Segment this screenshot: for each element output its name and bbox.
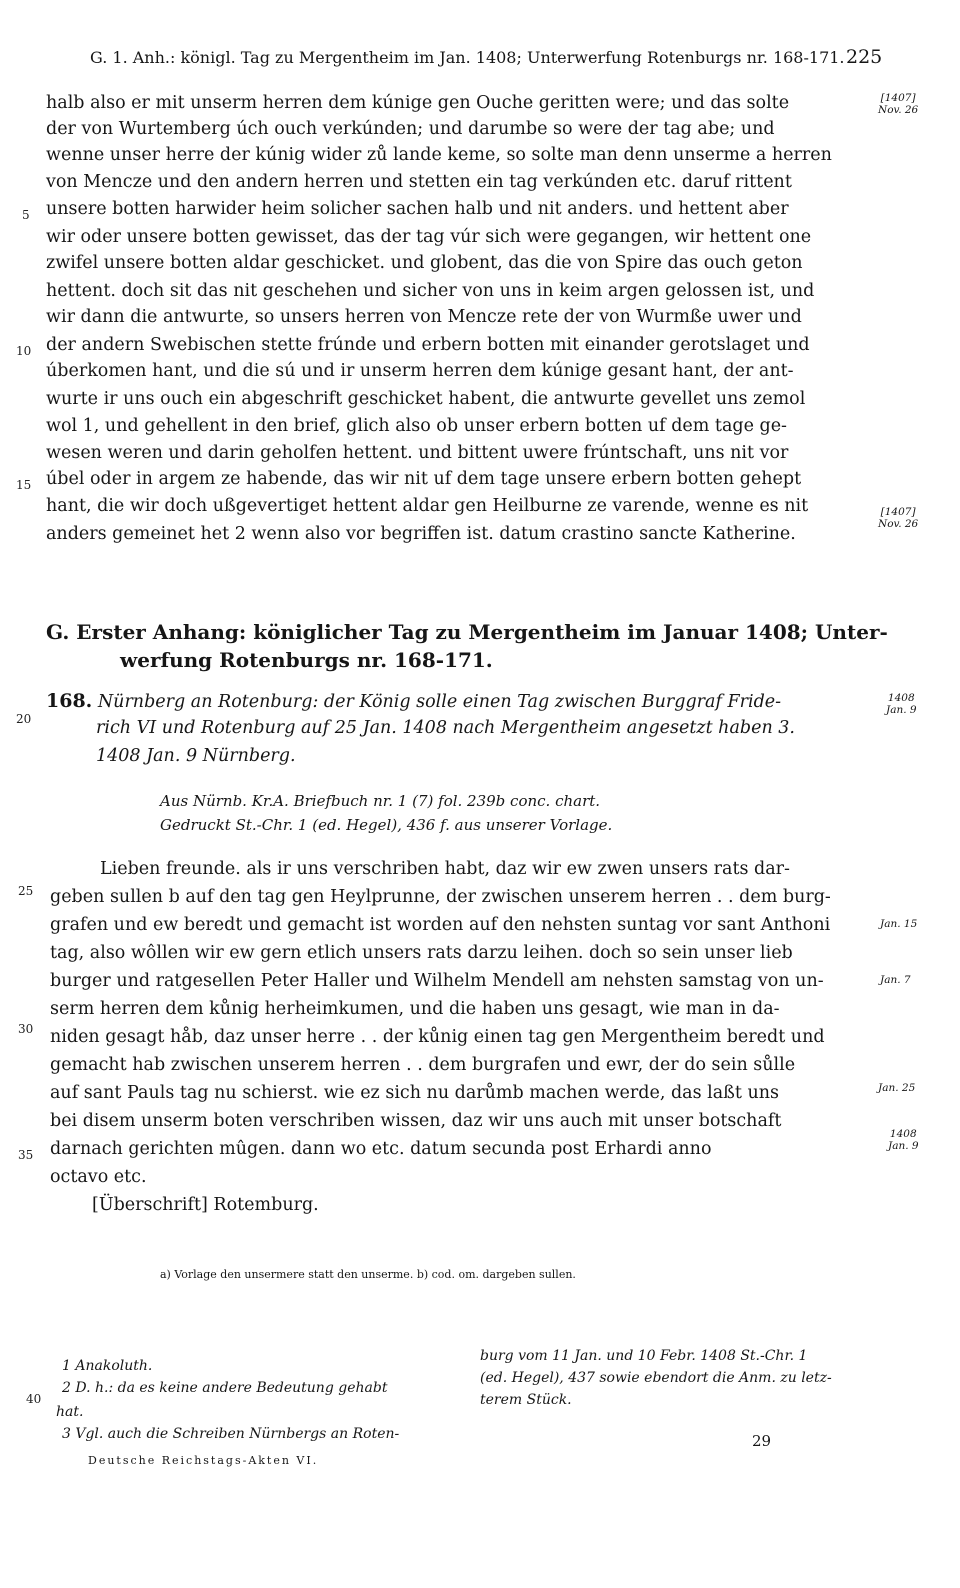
text-line: auf sant Pauls tag nu schierst. wie ez sich nu darůmb machen werde, das laßt uns <box>50 1083 779 1103</box>
text-line: niden gesagt håb, daz unser herre . . der kůnig einen tag gen Mergentheim beredt und <box>50 1027 825 1047</box>
variant-notes: a) Vorlage den unsermere statt den unserme. b) cod. om. dargeben sullen. <box>160 1268 576 1281</box>
line-number: 20 <box>16 712 32 726</box>
line-number: 10 <box>16 344 32 358</box>
margin-year: 1408 <box>889 1128 917 1140</box>
text-line: zwifel unsere botten aldar geschicket. und globent, das die von Spire das ouch geton <box>46 253 803 273</box>
margin-year: 1408 <box>887 692 915 704</box>
text-line: gemacht hab zwischen unserem herren . . dem burgrafen und ewr, der do sein sůlle <box>50 1055 796 1075</box>
text-line: Lieben freunde. als ir uns verschriben habt, daz wir ew zwen unsers rats dar- <box>100 859 790 879</box>
text-line: hettent. doch sit das nit geschehen und sicher von uns in keim argen gelossen ist, und <box>46 281 815 301</box>
margin-date <box>888 1128 919 1152</box>
text-line: wir dann die antwurte, so unsers herren von Mencze rete der von Wurmße uwer und <box>46 307 802 327</box>
section-title: G. Erster Anhang: königlicher Tag zu Mergentheim im Januar 1408; Unter- <box>46 620 888 644</box>
line-number: 30 <box>18 1022 34 1036</box>
margin-day: Jan. 9 <box>888 1140 919 1152</box>
text-line: úberkomen hant, und die sú und ir unserm herren dem kúnige gesant hant, der ant- <box>46 361 794 381</box>
address-line: [Überschrift] Rotemburg. <box>92 1195 319 1215</box>
printer-signature: Deutsche Reichstags-Akten VI. <box>88 1454 319 1467</box>
footnote: 3 Vgl. auch die Schreiben Nürnbergs an Roten- <box>62 1426 400 1442</box>
footnote: 2 D. h.: da es keine andere Bedeutung gehabt <box>62 1380 388 1396</box>
document-regest: rich VI und Rotenburg auf 25 Jan. 1408 nach Mergentheim angesetzt haben 3. <box>96 718 795 738</box>
margin-year: [1407] <box>880 92 916 104</box>
document-regest: Nürnberg an Rotenburg: der König solle einen Tag zwischen Burggraf Fride- <box>97 692 782 712</box>
line-number: 15 <box>16 478 32 492</box>
margin-date <box>878 506 918 530</box>
text-line: darnach gerichten mûgen. dann wo etc. datum secunda post Erhardi anno <box>50 1139 712 1159</box>
text-line: tag, also wôllen wir ew gern etlich unsers rats darzu leihen. doch so sein unser lieb <box>50 943 793 963</box>
text-line: octavo etc. <box>50 1167 147 1187</box>
text-line: anders gemeinet het 2 wenn also vor begriffen ist. datum crastino sancte Katherine. <box>46 524 796 544</box>
section-title: werfung Rotenburgs nr. 168-171. <box>120 648 493 672</box>
text-line: halb also er mit unserm herren dem kúnige gen Ouche geritten were; und das solte <box>46 93 790 113</box>
text-line: wenne unser herre der kúnig wider zů lande keme, so solte man denn unserme a herren <box>46 145 832 165</box>
text-line: wesen weren und darin geholfen hettent. und bittent uwere frúntschaft, uns nit vor <box>46 443 789 463</box>
margin-day: Nov. 26 <box>878 518 919 530</box>
page-number: 225 <box>846 46 883 68</box>
margin-date: Jan. 25 <box>878 1082 916 1094</box>
source-note: Aus Nürnb. Kr.A. Briefbuch nr. 1 (7) fol. 239b conc. chart. <box>160 792 601 810</box>
margin-date: Jan. 7 <box>880 974 911 986</box>
text-line: der von Wurtemberg úch ouch verkúnden; und darumbe so were der tag abe; und <box>46 119 775 139</box>
footnote: 1 Anakoluth. <box>62 1358 153 1374</box>
text-line: wurte ir uns ouch ein abgeschrift geschicket habent, die antwurte gevellet uns zemol <box>46 389 806 409</box>
document-number: 168. <box>46 690 93 712</box>
footnote: hat. <box>56 1404 84 1420</box>
running-title: G. 1. Anh.: königl. Tag zu Mergentheim im Jan. 1408; Unterwerfung Rotenburgs nr. 168-171. <box>90 48 845 67</box>
document-heading <box>46 690 781 713</box>
text-line: unsere botten harwider heim solicher sachen halb und nit anders. und hettent aber <box>46 199 789 219</box>
margin-date: Jan. 15 <box>880 918 918 930</box>
line-number: 25 <box>18 884 34 898</box>
document-date: 1408 Jan. 9 Nürnberg. <box>96 746 296 766</box>
text-line: hant, die wir doch ußgevertiget hettent aldar gen Heilburne ze varende, wenne es nit <box>46 496 809 516</box>
text-line: bei disem unserm boten verschriben wissen, daz wir uns auch mit unser botschaft <box>50 1111 782 1131</box>
margin-date <box>886 692 917 716</box>
footnote: terem Stück. <box>480 1392 572 1408</box>
footnote: (ed. Hegel), 437 sowie ebendort die Anm. zu letz- <box>480 1370 832 1386</box>
text-line: geben sullen b auf den tag gen Heylprunne, der zwischen unserem herren . . dem burg- <box>50 887 831 907</box>
text-line: wir oder unsere botten gewisset, das der tag vúr sich were gegangen, wir hettent one <box>46 227 812 247</box>
text-line: burger und ratgesellen Peter Haller und Wilhelm Mendell am nehsten samstag von un- <box>50 971 824 991</box>
footnote: burg vom 11 Jan. und 10 Febr. 1408 St.-Chr. 1 <box>480 1348 808 1364</box>
sheet-number: 29 <box>752 1432 772 1450</box>
line-number: 40 <box>26 1392 42 1406</box>
line-number: 35 <box>18 1148 34 1162</box>
margin-day: Nov. 26 <box>878 104 919 116</box>
text-line: serm herren dem kůnig herheimkumen, und die haben uns gesagt, wie man in da- <box>50 999 780 1019</box>
margin-date <box>878 92 918 116</box>
text-line: wol 1, und gehellent in den brief, glich also ob unser erbern botten uf dem tage ge- <box>46 416 787 436</box>
text-line: von Mencze und den andern herren und stetten ein tag verkúnden etc. daruf rittent <box>46 172 792 192</box>
text-line: grafen und ew beredt und gemacht ist worden auf den nehsten suntag vor sant Anthoni <box>50 915 831 935</box>
margin-day: Jan. 9 <box>886 704 917 716</box>
line-number: 5 <box>22 208 30 222</box>
text-line: úbel oder in argem ze habende, das wir nit uf dem tage unsere erbern botten gehept <box>46 469 802 489</box>
margin-year: [1407] <box>880 506 916 518</box>
text-line: der andern Swebischen stette frúnde und erbern botten mit einander gerotslaget und <box>46 335 810 355</box>
source-note: Gedruckt St.-Chr. 1 (ed. Hegel), 436 f. aus unserer Vorlage. <box>160 816 613 834</box>
